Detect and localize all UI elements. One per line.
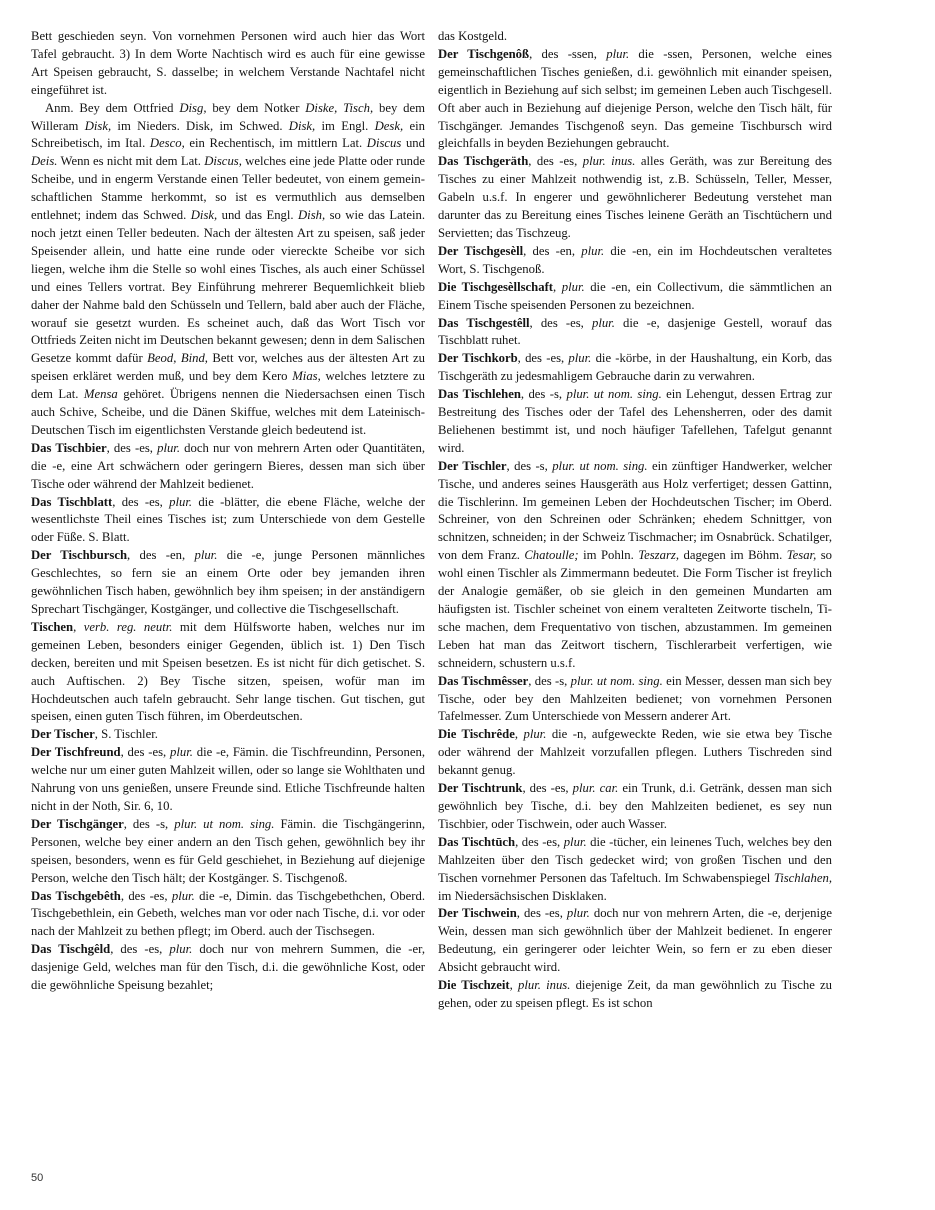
italic-term: Mias, <box>292 369 321 384</box>
entry-text: gehöret. Übrigens nennen die Niedersachsen einen Tisch auch Schive, Scheibe, und die Dänen Skiffue, welches mit dem Lateinisch-Deutschen Tisch im eigentlichsten Verstande gleich bedeutend ist. <box>31 387 425 437</box>
entry-text: , des -es, <box>110 942 170 957</box>
italic-term: plur. <box>170 745 193 760</box>
italic-term: plur. <box>566 906 590 921</box>
entry-text: diejenige Zeit, da man gewöhnlich zu Tische zu gehen, oder zu speisen pflegt. Es ist schon <box>438 978 832 1010</box>
italic-term: plur. <box>157 440 181 455</box>
italic-term: Disk, <box>288 118 316 133</box>
entry-text: dagegen im Böhm. <box>679 548 787 563</box>
entry-text: ein Schreibetisch, im Ital. <box>31 118 425 151</box>
entry-text: Bett vor, welches aus der ältesten Art zu speisen erkläret werden muß, und bey dem Kero <box>31 351 425 384</box>
dictionary-entry <box>31 547 425 619</box>
entry-text: Wenn es nicht mit dem Lat. <box>57 154 205 169</box>
dictionary-entry <box>438 386 832 458</box>
entry-text: welches eine jede Platte oder runde Scheibe, und in engerm Verstande einen Teller bedeutet, von einem gemeinschaftlichen Stamme herkommt, so ist es vermuthlich aus demselben entlehnet; indem das Schwed. <box>31 154 426 223</box>
italic-term: plur. <box>169 942 193 957</box>
italic-term: Desk, <box>374 118 404 133</box>
dictionary-entry <box>31 941 425 995</box>
headword: Das Tischtūch <box>438 834 516 849</box>
headword: Tischen <box>31 619 74 634</box>
entry-text: , des -en, <box>523 243 582 258</box>
headword: Die Tischgesèllschaft <box>438 279 554 294</box>
headword: Das Tischgeräth <box>438 154 529 169</box>
italic-term: plur. inus. <box>582 154 636 169</box>
dictionary-entry <box>438 673 832 727</box>
italic-term: Tesar, <box>786 548 817 563</box>
dictionary-entry <box>31 726 425 744</box>
headword: Der Tischgenôß <box>438 46 530 61</box>
headword: Der Tischkorb <box>438 351 518 366</box>
entry-text: alles Geräth, was zur Bereitung des Tisches zu einer Mahlzeit nothwendig ist, z.B. Schüsseln, Teller, Messer, Gabeln u.s.f. In engerer und gewöhnlicherer Bedeutung verstehet man darunter das zu Bereitung eines Tisches leinene Geräth an Tischtüchern und Servietten; das Tischzeug. <box>438 154 832 240</box>
entry-text: , <box>73 619 84 634</box>
entry-text: und <box>401 136 425 151</box>
italic-term: Discus <box>366 136 402 151</box>
italic-term: plur. <box>194 548 218 563</box>
italic-term: Disg, <box>179 100 207 115</box>
entry-text: die -körbe, in der Haushaltung, ein Korb, das Tischgeräth zu jedesmahligem Gebrauche darin zu verwahren. <box>438 351 832 384</box>
dictionary-entry <box>438 726 832 780</box>
entry-text: , <box>514 727 524 742</box>
entry-text: im Nieders. Disk, im Schwed. <box>111 118 289 133</box>
dictionary-entry <box>31 816 425 888</box>
dictionary-entry <box>438 153 832 243</box>
italic-term: plur. <box>563 834 587 849</box>
headword: Der Tischgänger <box>31 816 124 831</box>
headword: Der Tischfreund <box>31 745 121 760</box>
entry-text: die -ssen, Personen, welche eines gemeinschaftlichen Tisches genießen, d.i. gewöhnlich mit einander speisen, eigentlich in Beziehung auf sich selbst; im gemeinen Leben auch Tischgesell. Oft aber auch in Beziehung auf diejenige Person, welche den Tisch hält, für Tischgänger. Jemandes Tischgenoß seyn. Das gemeine Tischbursch wird gleichfalls in beyden Beziehungen gebraucht. <box>438 46 832 151</box>
entry-text: , des -es, <box>515 834 564 849</box>
dictionary-entry <box>438 977 832 1013</box>
headword: Der Tischler <box>438 458 507 473</box>
italic-term: plur. ut nom. sing. <box>174 816 275 831</box>
italic-term: plur. ut nom. sing. <box>552 458 648 473</box>
italic-term: plur. car. <box>572 781 619 796</box>
entry-text: , des -en, <box>127 548 195 563</box>
entry-text: , <box>509 978 518 993</box>
entry-text: mit dem Hülfsworte haben, welches nur im gemeinen Leben, besonders einiger Gegenden, üblich ist. 1) Den Tisch decken, bereiten und mit Speisen besetzen. Es ist nicht für dich getischet. S. auch Auftischen. 2) Bey Tische sitzen, speisen, wofür man im Hochdeutschen auch tafeln gebraucht. Sehr lange tischen. Gut tischen, gut speisen, einen guten Tisch führen, im Oberdeutschen. <box>31 619 426 724</box>
entry-text: die -tücher, ein leinenes Tuch, welches bey den Mahlzeiten über den Tisch gedecket wird; von großen Tischen und den Tischen vornehmer Personen das Tafeltuch. Im Schwabenspiegel <box>438 834 832 885</box>
entry-text: im Pohln. <box>578 548 639 563</box>
italic-term: plur. <box>591 315 615 330</box>
entry-text: Fämin. die Tischgängerinn, Personen, welche bey einer andern an den Tisch gehen, gewöhnlich bey ihr speisen, besonders, wenn es für Geld geschiehet, in Beziehung auf diejenige Person, welche den Tisch hält; der Kostgänger. S. Tischgenoß. <box>31 816 426 885</box>
entry-text: , des -es, <box>522 781 573 796</box>
entry-text: , des -s, <box>528 673 571 688</box>
italic-term: Teszarz, <box>638 548 680 563</box>
italic-term: Diske, Tisch, <box>305 100 374 115</box>
headword: Die Tischzeit <box>438 978 510 993</box>
italic-term: Deis. <box>31 154 58 169</box>
headword: Das Tischgebêth <box>31 888 121 903</box>
dictionary-entry <box>31 744 425 816</box>
entry-text: ein Trunk, d.i. Getränk, dessen man sich gewöhnlich bey Tische, d.i. bey den Mahlzeiten bedienet, es sey nun Tischbier, oder Tischwein, oder auch Wasser. <box>438 781 833 831</box>
entry-text: die -n, aufgeweckte Reden, wie sie etwa bey Tische oder während der Mahlzeit vorzufallen pflegen. Luthers Tischreden sind bekannt genug. <box>438 727 832 778</box>
headword: Der Tischwein <box>438 906 517 921</box>
dictionary-entry <box>31 888 425 942</box>
dictionary-entry <box>438 315 832 351</box>
headword: Der Tischgesèll <box>438 243 524 258</box>
entry-text: , des -es, <box>516 906 567 921</box>
dictionary-entry <box>438 243 832 279</box>
italic-term: plur. <box>561 279 585 294</box>
dictionary-entry <box>438 46 832 153</box>
italic-term: plur. <box>606 46 630 61</box>
entry-text: die -e, dasjenige Gestell, worauf das Tischblatt ruhet. <box>438 315 832 348</box>
italic-term: plur. <box>171 888 195 903</box>
page-number: 50 <box>31 1172 44 1184</box>
italic-term: Tischlahen, <box>773 870 832 885</box>
left-column <box>31 28 425 995</box>
italic-term: Mensa <box>83 387 118 402</box>
italic-term: Dish, <box>298 208 326 223</box>
dictionary-entry <box>438 350 832 386</box>
entry-text: , des -es, <box>517 351 569 366</box>
headword: Das Tischbier <box>31 440 107 455</box>
headword: Das Tischgestêll <box>438 315 530 330</box>
entry-text: die -e, Dimin. das Tischgebethchen, Oberd. Tischgebethlein, ein Gebeth, welches man vor oder nach Tische, d.i. vor oder nach der Mahlzeit zu bethen pflegt; im Oberd. auch der Tischsegen. <box>31 888 425 939</box>
entry-text: ein zünftiger Handwerker, welcher Tische, und anderes seines Hausgeräth aus Holz verfertiget; dessen Gattinn, die Tischlerinn. Im gemeinen Leben der Hochdeutschen Tischer; im Oberd. Schreiner, von den Schreinen oder Schränken; ehedem Schnittger, von schnitzen, schneiden; in der Schweiz Tischmacher; im Osnabrück. Schatilger, von dem Franz. <box>438 458 833 563</box>
dictionary-entry <box>31 494 425 548</box>
headword: Das Tischblatt <box>31 494 113 509</box>
headword: Das Tischlehen <box>438 387 521 402</box>
italic-term: Disk, <box>84 118 112 133</box>
entry-text: , S. Tischler. <box>94 727 158 742</box>
entry-text: so wohl einen Tischler als Zimmermann bedeutet. Die Form Tischer ist freylich der Analogie gemäßer, ob sie gleich in den gemeinen Mundarten am häufigsten ist. Tischler scheinet von einem veralteten Zeitworte tischeln, Tische machen, dem Frequentativo von tischen, abzustammen. Im gemeinen Leben hat man das Zeitwort tischern, Tischlerarbeit verfertigen, wie schneidern, schustern u.s.f. <box>438 548 833 670</box>
headword: Der Tischtrunk <box>438 781 523 796</box>
headword: Der Tischer <box>31 727 95 742</box>
entry-text: bey dem Notker <box>206 100 306 115</box>
entry-text: im Niedersächsischen Disklaken. <box>438 888 607 903</box>
entry-text: , des -es, <box>529 315 592 330</box>
entry-text: , des -es, <box>106 440 158 455</box>
entry-text: , des -es, <box>120 745 171 760</box>
italic-term: Disk, <box>190 208 218 223</box>
entry-text: doch nur von mehrern Arten oder Quantitäten, die -e, eine Art schwächern oder geringern Bieres, dessen man sich über Tische oder während der Mahlzeit bedienet. <box>31 440 425 491</box>
dictionary-entry <box>438 279 832 315</box>
entry-text: doch nur von mehrern Summen, die -er, dasjenige Geld, welches man für den Tisch, d.i. die gewöhnliche Kost, oder die gewöhnliche Speisung bezahlet; <box>31 942 426 993</box>
entry-text: die -en, ein Collectivum, die sämmtlichen an Einem Tische speisenden Personen zu bezeichnen. <box>438 279 833 312</box>
entry-text: , des -es, <box>528 154 583 169</box>
entry-text: ein Messer, dessen man sich bey Tische, oder bey den Mahlzeiten bedienet; von vornehmen Personen Tafelmesser. Zum Unterschiede von Messern anderer Art. <box>438 673 832 724</box>
entry-text: das Kostgeld. <box>438 29 508 43</box>
dictionary-entry <box>31 28 425 100</box>
dictionary-entry <box>31 619 425 726</box>
headword: Der Tischbursch <box>31 548 128 563</box>
entry-text: , des -es, <box>112 494 170 509</box>
entry-text: bey dem Willeram <box>31 100 425 133</box>
headword: Das Tischgêld <box>31 942 111 957</box>
entry-text: , des -s, <box>123 816 175 831</box>
entry-text: im Engl. <box>315 118 375 133</box>
entry-text: Anm. Bey dem Ottfried <box>45 100 180 115</box>
italic-term: verb. reg. neutr. <box>83 619 173 634</box>
dictionary-entry <box>438 28 832 46</box>
entry-text: doch nur von mehrern Arten, die -e, derjenige Wein, dessen man sich gewöhnlich über der Mahlzeit bedienet. In engerer Bedeutung, ein geringerer oder leichter Wein, so fern er zu eben dieser Absicht gebraucht wird. <box>438 906 832 975</box>
entry-text: , des -s, <box>506 458 553 473</box>
entry-text: , des -ssen, <box>529 46 607 61</box>
dictionary-entry <box>438 905 832 977</box>
italic-term: plur. <box>568 351 592 366</box>
entry-text: so wie das Latein. noch jetzt einen Teller bedeuten. Nach der ältesten Art zu speisen, saß jeder Speisender allein, und hatte eine runde oder viereckte Scheibe vor sich liegen, welche ihm die Stelle so wohl eines Tisches, als auch einer Schüssel und eines Tellers vortrat. Bey Einführung mehrerer Bequemlichkeit blieb daher der Nahme bald den Schüsseln und Tellern, bald aber auch der Fläche, worauf sie gesetzt wurden. Es scheinet auch, daß das Wort Tisch vor Ottfrieds Zeiten nicht im Deutschen bekannt gewesen; denn in dem Salischen Gesetze kommt dafür <box>31 208 425 366</box>
entry-text: , des -s, <box>520 387 567 402</box>
entry-text: die -e, junge Personen männliches Geschlechtes, so fern sie an einem Orte oder bey jemanden ihren gewöhnlichen Tisch haben, gewöhnlich bey ihm speisen; in der anständigern Sprechart Tischgänger, Kostgänger, und collective die Tischgesellschaft. <box>31 548 425 616</box>
italic-term: plur. <box>523 727 547 742</box>
italic-term: plur. <box>169 494 193 509</box>
dictionary-entry <box>438 834 832 906</box>
entry-text: welches letztere zu dem Lat. <box>31 369 425 402</box>
entry-text: die -e, Fämin. die Tischfreundinn, Personen, welche nur um einer guten Mahlzeit willen, oder so lange sie Wohlthaten und Nahrung von uns genießen, unsere Freunde sind. Etliche Tischfreunde halten nicht in der Noth, Sir. 6, 10. <box>31 745 425 813</box>
entry-text: Bett geschieden seyn. Von vornehmen Personen wird auch hier das Wort Tafel gebraucht. 3) In dem Worte Nachtisch wird es auch für eine gewisse Art Speisen gebraucht, S. dasselbe; in welchem Verstande Nachtafel nicht eingeführet ist. <box>31 29 425 97</box>
headword: Die Tischrêde <box>438 727 515 742</box>
italic-term: Beod, Bind, <box>147 351 208 366</box>
entry-text: die -blätter, die ebene Fläche, welche der wesentlichste Theil eines Tisches ist; zum Unterschiede von dem Gestelle oder Füße. S. Blatt. <box>31 494 425 545</box>
entry-text: ein Rechentisch, im mittlern Lat. <box>184 136 367 151</box>
entry-text: ein Lehengut, dessen Ertrag zur Bestreitung des Tisches oder der Tafel des Lehensherren, oder des damit Beliehenen bestimmt ist, und noch häufiger Tafellehen, Tafelgut genannt wird. <box>438 387 833 455</box>
italic-term: plur. <box>581 243 605 258</box>
dictionary-entry <box>31 100 425 440</box>
entry-text: , <box>553 279 562 294</box>
italic-term: Discus, <box>204 154 242 169</box>
entry-text: und das Engl. <box>217 208 299 223</box>
italic-term: plur. ut nom. sing. <box>566 387 662 402</box>
dictionary-entry <box>438 458 832 673</box>
italic-term: Desco, <box>149 136 185 151</box>
entry-text: die -en, ein im Hochdeutschen veraltetes Wort, S. Tischgenoß. <box>438 243 832 276</box>
headword: Das Tischmêsser <box>438 673 529 688</box>
italic-term: Chatoulle; <box>524 548 579 563</box>
entry-text: , des -es, <box>120 888 172 903</box>
dictionary-entry <box>438 780 832 834</box>
dictionary-entry <box>31 440 425 494</box>
right-column <box>438 28 832 1013</box>
italic-term: plur. ut nom. sing. <box>570 673 663 688</box>
italic-term: plur. inus. <box>518 978 571 993</box>
